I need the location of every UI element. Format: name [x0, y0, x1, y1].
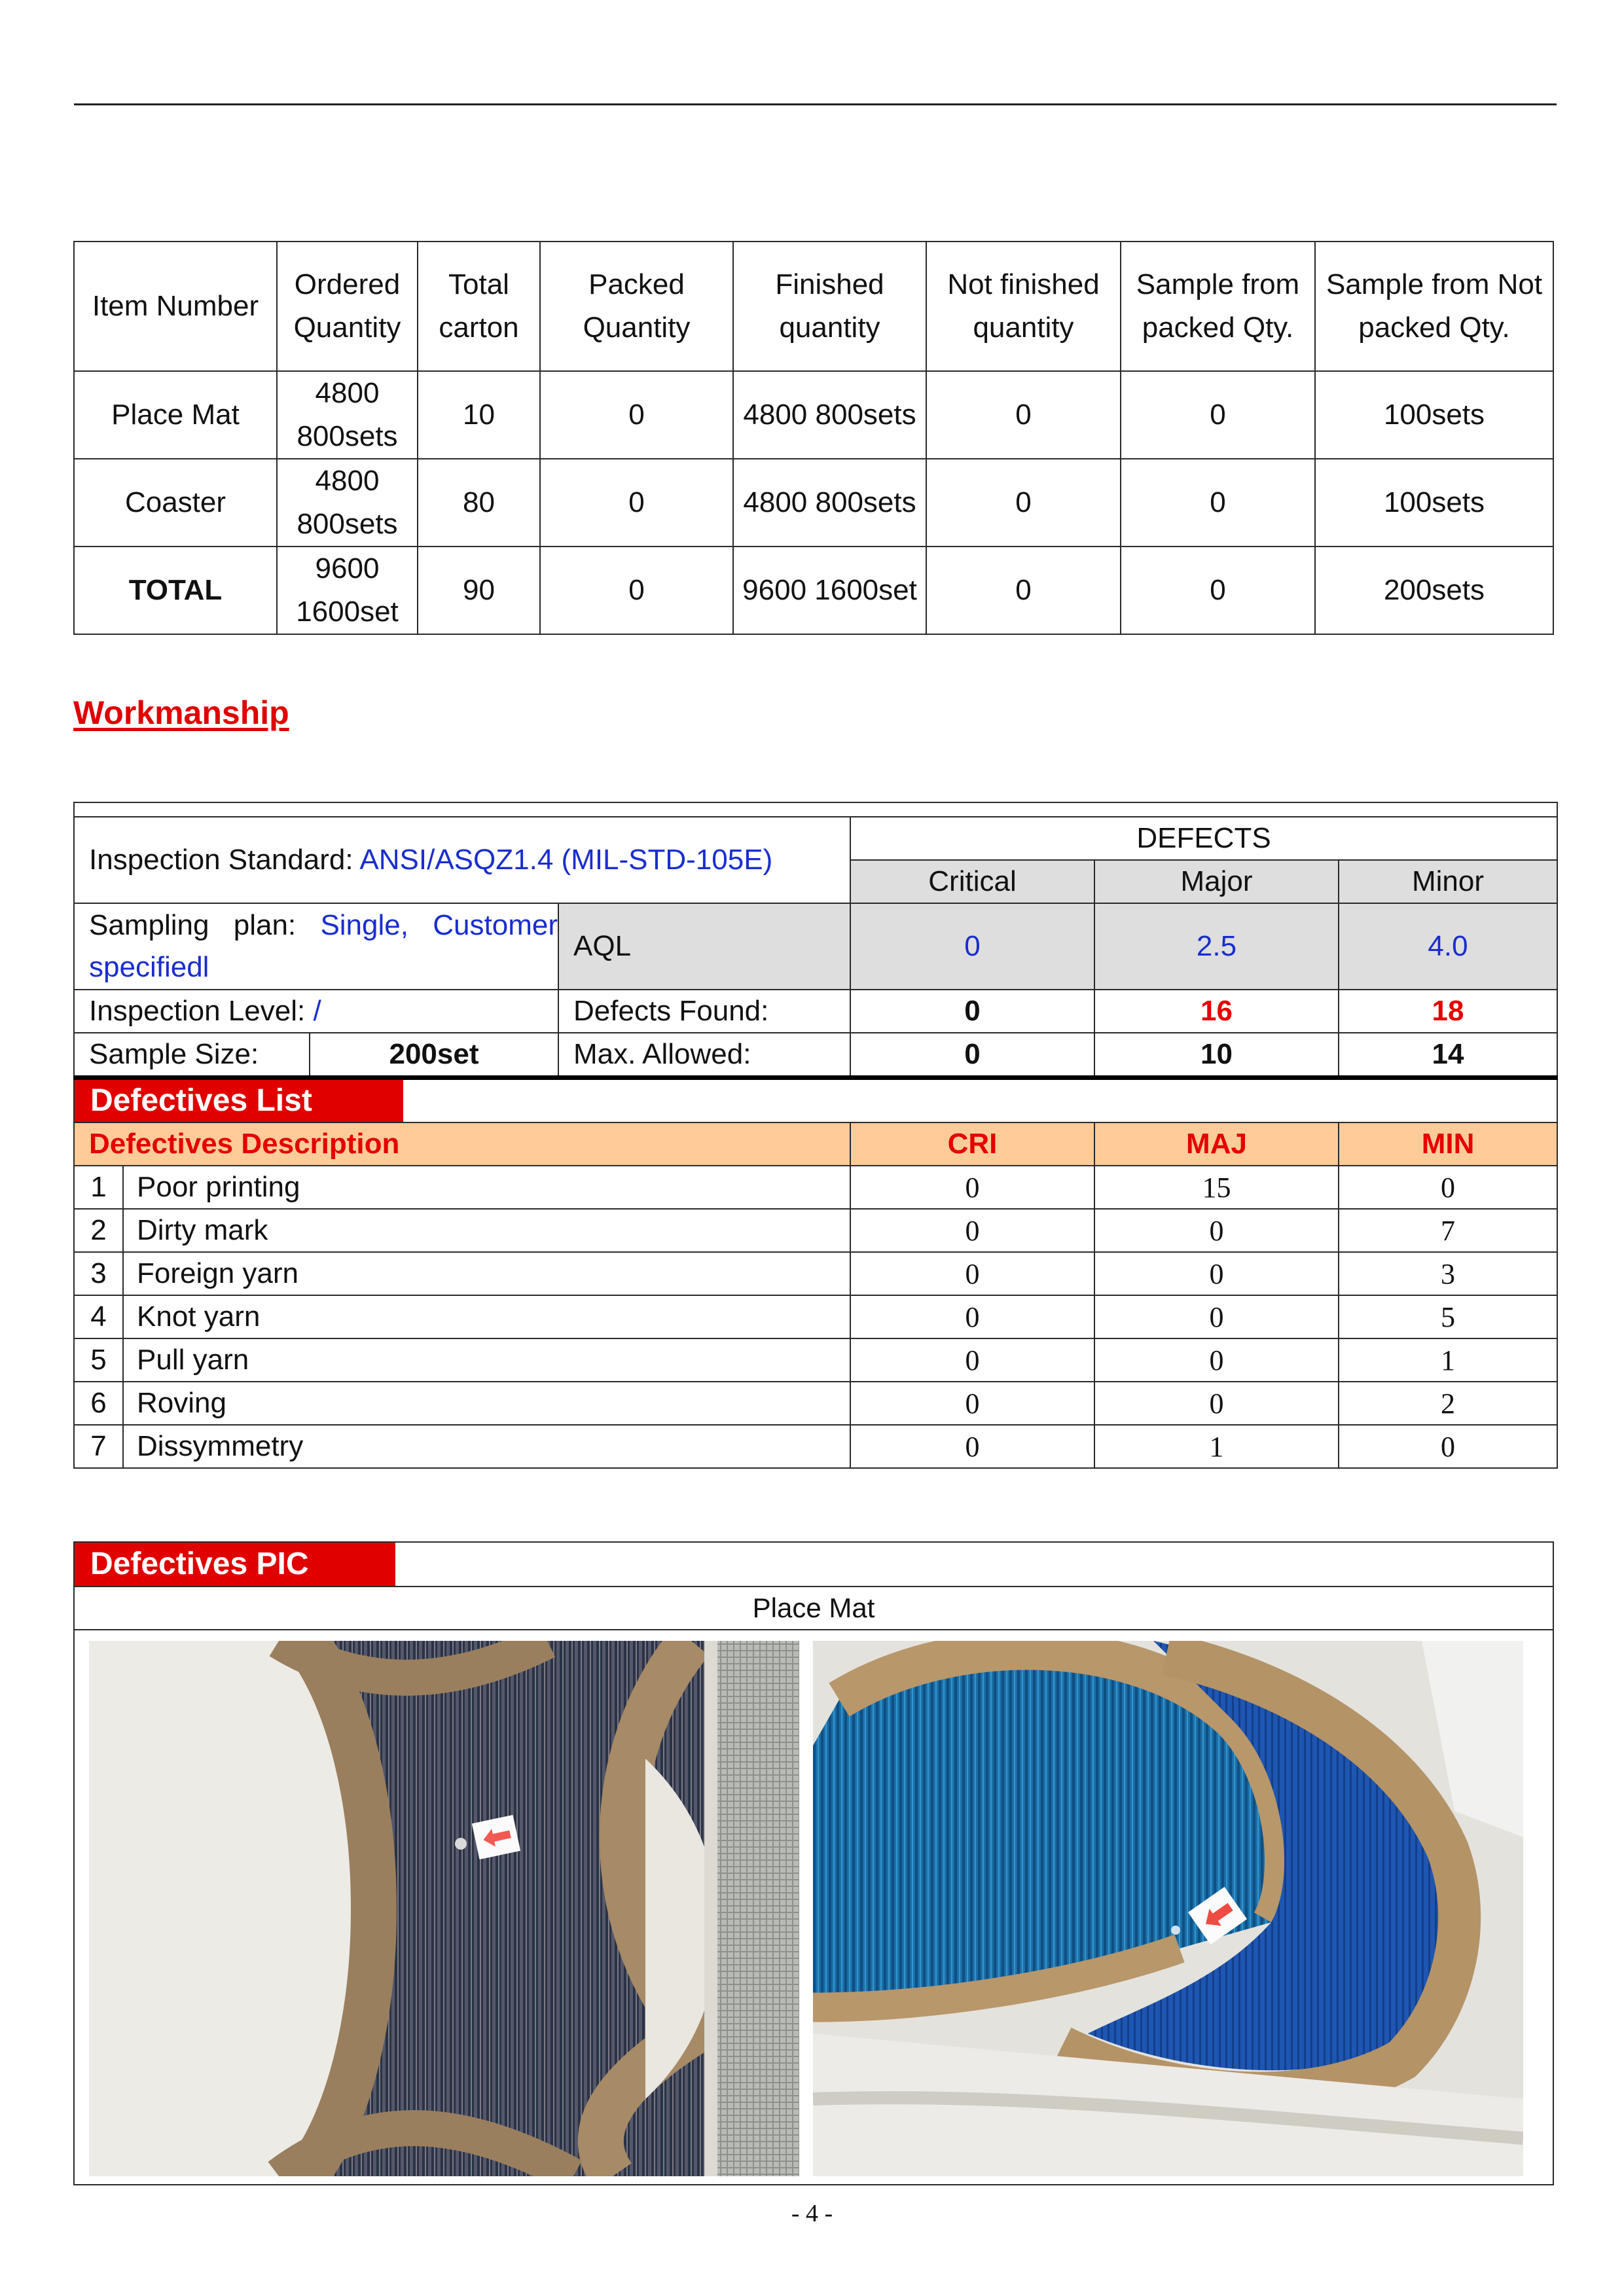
level-major: Major — [1094, 860, 1339, 903]
workmanship-heading: Workmanship — [73, 694, 289, 731]
finished-quantity: 4800 800sets — [733, 459, 926, 547]
finished-quantity: 4800 800sets — [733, 371, 926, 459]
defect-description: Foreign yarn — [123, 1252, 850, 1295]
header-rule — [74, 103, 1557, 105]
cri-count: 0 — [850, 1382, 1094, 1425]
packed-quantity: 0 — [540, 547, 733, 634]
defect-photo-2 — [813, 1641, 1523, 2176]
max-allowed-row — [74, 1033, 1557, 1078]
min-count: 0 — [1339, 1425, 1557, 1468]
header-packed-quantity: Packed Quantity — [540, 242, 733, 371]
inspection-level-label: Inspection Level: — [89, 995, 306, 1027]
defects-found-row — [74, 990, 1557, 1033]
quantity-summary-table — [73, 241, 1554, 635]
aql-major: 2.5 — [1094, 903, 1339, 990]
packed-quantity: 0 — [540, 459, 733, 547]
defect-description: Dissymmetry — [123, 1425, 850, 1468]
table-row — [74, 1166, 1557, 1209]
cri-count: 0 — [850, 1338, 1094, 1382]
level-minor: Minor — [1339, 860, 1557, 903]
sampling-plan-cell — [74, 903, 558, 990]
maj-count: 0 — [1094, 1382, 1339, 1425]
maj-count: 15 — [1094, 1166, 1339, 1209]
header-ordered-quantity: Ordered Quantity — [277, 242, 418, 371]
defects-found-major: 16 — [1094, 990, 1339, 1033]
defect-photo-1 — [89, 1641, 799, 2176]
page-number: - 4 - — [791, 2200, 833, 2227]
column-maj: MAJ — [1094, 1122, 1339, 1166]
table-row — [74, 1295, 1557, 1338]
cri-count: 0 — [850, 1252, 1094, 1295]
column-description: Defectives Description — [74, 1122, 850, 1166]
inspection-standard-label: Inspection Standard: — [89, 844, 353, 876]
ordered-quantity: 9600 1600set — [277, 547, 418, 634]
cri-count: 0 — [850, 1209, 1094, 1252]
not-finished-quantity: 0 — [926, 547, 1121, 634]
header-finished-quantity: Finished quantity — [733, 242, 926, 371]
defectives-list-title: Defectives List — [75, 1080, 403, 1122]
column-cri: CRI — [850, 1122, 1094, 1166]
sampling-plan-label: Sampling plan: — [89, 909, 297, 941]
header-total-carton: Total carton — [418, 242, 540, 371]
row-number: 4 — [74, 1295, 123, 1338]
table-row — [74, 371, 1553, 459]
aql-label: AQL — [558, 903, 850, 990]
sampling-plan-value: Single, Customer specifiedl — [89, 909, 558, 983]
table-row — [74, 1338, 1557, 1382]
min-count: 1 — [1339, 1338, 1557, 1382]
defectives-list-title-row — [74, 1078, 1557, 1123]
summary-header-row — [74, 242, 1553, 371]
header-not-finished-quantity: Not finished quantity — [926, 242, 1121, 371]
not-finished-quantity: 0 — [926, 459, 1121, 547]
defects-found-label: Defects Found: — [558, 990, 850, 1033]
maj-count: 0 — [1094, 1209, 1339, 1252]
max-allowed-critical: 0 — [850, 1033, 1094, 1078]
header-item-number: Item Number — [74, 242, 277, 371]
finished-quantity: 9600 1600set — [733, 547, 926, 634]
aql-minor: 4.0 — [1339, 903, 1557, 990]
defectives-list-title-cell — [74, 1078, 558, 1123]
defect-description: Poor printing — [123, 1166, 850, 1209]
sample-packed: 0 — [1121, 459, 1315, 547]
row-number: 1 — [74, 1166, 123, 1209]
cri-count: 0 — [850, 1166, 1094, 1209]
table-row — [74, 459, 1553, 547]
header-sample-packed: Sample from packed Qty. — [1121, 242, 1315, 371]
maj-count: 1 — [1094, 1425, 1339, 1468]
table-row — [74, 1252, 1557, 1295]
min-count: 5 — [1339, 1295, 1557, 1338]
maj-count: 0 — [1094, 1252, 1339, 1295]
row-number: 2 — [74, 1209, 123, 1252]
maj-count: 0 — [1094, 1338, 1339, 1382]
row-number: 6 — [74, 1382, 123, 1425]
table-row — [74, 1425, 1557, 1468]
sample-size-label: Sample Size: — [74, 1033, 310, 1078]
min-count: 0 — [1339, 1166, 1557, 1209]
min-count: 2 — [1339, 1382, 1557, 1425]
defects-header-row — [74, 817, 1557, 860]
min-count: 7 — [1339, 1209, 1557, 1252]
workmanship-table — [73, 802, 1558, 1469]
divider — [75, 1629, 1553, 1630]
row-number: 5 — [74, 1338, 123, 1382]
table-row — [74, 1209, 1557, 1252]
header-sample-not-packed: Sample from Not packed Qty. — [1315, 242, 1553, 371]
total-carton: 10 — [418, 371, 540, 459]
defect-description: Knot yarn — [123, 1295, 850, 1338]
sample-size-value: 200set — [310, 1033, 558, 1078]
inspection-standard-value: ANSI/ASQZ1.4 (MIL-STD-105E) — [359, 844, 773, 876]
ordered-quantity: 4800 800sets — [277, 459, 418, 547]
not-finished-quantity: 0 — [926, 371, 1121, 459]
inspection-level-cell — [74, 990, 558, 1033]
item-name: Place Mat — [74, 371, 277, 459]
max-allowed-major: 10 — [1094, 1033, 1339, 1078]
defectives-pic-panel — [73, 1541, 1554, 2185]
defects-header: DEFECTS — [850, 817, 1557, 860]
max-allowed-label: Max. Allowed: — [558, 1033, 850, 1078]
table-row — [74, 1382, 1557, 1425]
total-carton: 80 — [418, 459, 540, 547]
total-row — [74, 547, 1553, 634]
defects-found-minor: 18 — [1339, 990, 1557, 1033]
sample-not-packed: 200sets — [1315, 547, 1553, 634]
max-allowed-minor: 14 — [1339, 1033, 1557, 1078]
defect-description: Pull yarn — [123, 1338, 850, 1382]
level-critical: Critical — [850, 860, 1094, 903]
sample-packed: 0 — [1121, 371, 1315, 459]
packed-quantity: 0 — [540, 371, 733, 459]
title-row-filler — [558, 1078, 1557, 1123]
inspection-level-value: / — [313, 995, 321, 1027]
row-number: 3 — [74, 1252, 123, 1295]
maj-count: 0 — [1094, 1295, 1339, 1338]
inspection-standard-cell — [74, 817, 850, 903]
item-name: Coaster — [74, 459, 277, 547]
aql-row — [74, 903, 1557, 990]
column-min: MIN — [1339, 1122, 1557, 1166]
defect-description: Roving — [123, 1382, 850, 1425]
total-label: TOTAL — [74, 547, 277, 634]
pic-caption: Place Mat — [752, 1592, 875, 1623]
total-carton: 90 — [418, 547, 540, 634]
cri-count: 0 — [850, 1295, 1094, 1338]
min-count: 3 — [1339, 1252, 1557, 1295]
spacer-row — [74, 802, 1557, 817]
defectives-columns-row — [74, 1122, 1557, 1166]
ordered-quantity: 4800 800sets — [277, 371, 418, 459]
defectives-pic-title: Defectives PIC — [75, 1543, 395, 1586]
sample-not-packed: 100sets — [1315, 459, 1553, 547]
defects-found-critical: 0 — [850, 990, 1094, 1033]
sample-packed: 0 — [1121, 547, 1315, 634]
sample-not-packed: 100sets — [1315, 371, 1553, 459]
aql-critical: 0 — [850, 903, 1094, 990]
row-number: 7 — [74, 1425, 123, 1468]
defect-description: Dirty mark — [123, 1209, 850, 1252]
cri-count: 0 — [850, 1425, 1094, 1468]
